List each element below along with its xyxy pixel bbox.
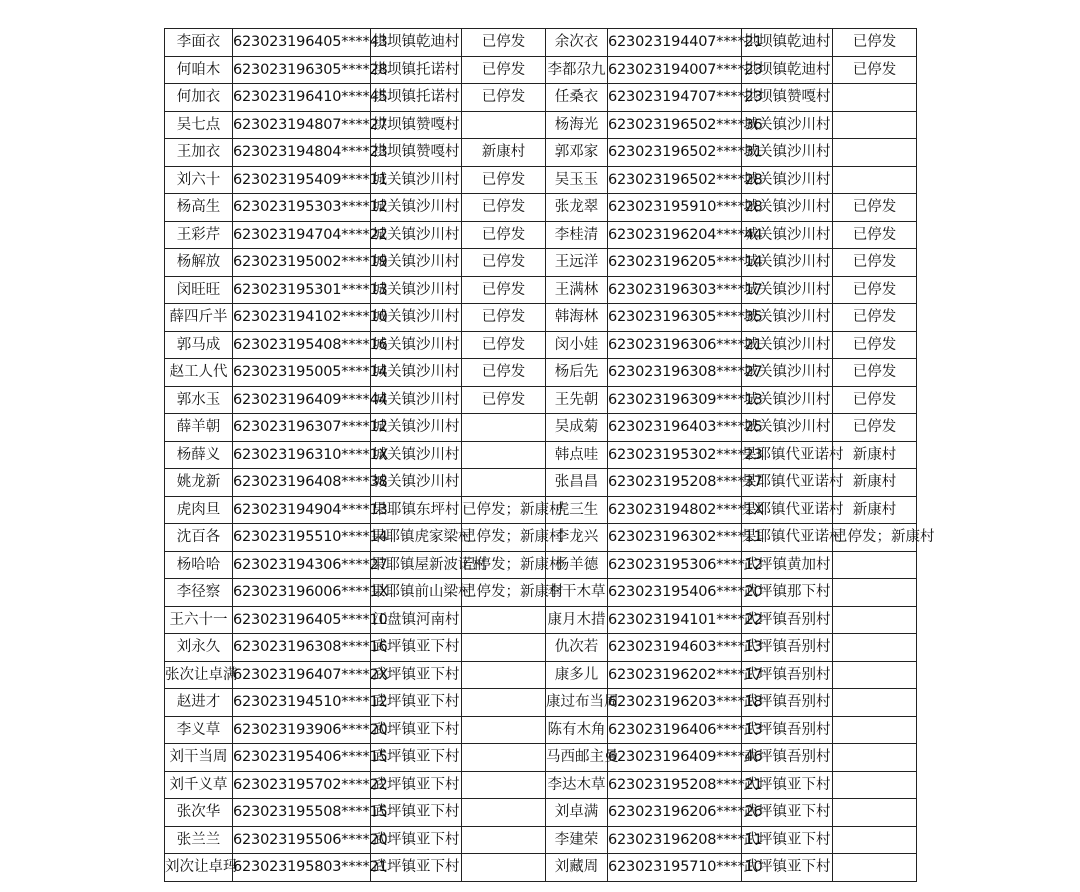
- table-row: [165, 826, 917, 854]
- id-number-cell: 623023195910****28: [608, 194, 742, 222]
- id-number-cell: 623023195803****21: [233, 854, 371, 882]
- status-cell: [462, 634, 546, 662]
- village-cell: 武坪镇吾别村: [742, 634, 833, 662]
- table-row: [165, 56, 917, 84]
- village-cell: 武坪镇亚下村: [742, 799, 833, 827]
- village-cell: 拱坝镇乾迪村: [742, 29, 833, 57]
- status-cell: [462, 661, 546, 689]
- id-number-cell: 623023196205****14: [608, 249, 742, 277]
- village-cell: 拱坝镇乾迪村: [742, 56, 833, 84]
- name-cell: 李干木草: [546, 579, 608, 607]
- village-cell: 武坪镇黄加村: [742, 551, 833, 579]
- name-cell: 杨高生: [165, 194, 233, 222]
- status-cell: [833, 139, 917, 167]
- id-number-cell: 623023196406****13: [608, 716, 742, 744]
- id-number-cell: 623023195508****15: [233, 799, 371, 827]
- name-cell: 李面衣: [165, 29, 233, 57]
- name-cell: 刘千义草: [165, 771, 233, 799]
- village-cell: 城关镇沙川村: [742, 331, 833, 359]
- village-cell: 拱坝镇赞嘎村: [371, 139, 462, 167]
- id-number-cell: 623023196410****45: [233, 84, 371, 112]
- id-number-cell: 623023195303****12: [233, 194, 371, 222]
- status-cell: [833, 854, 917, 882]
- id-number-cell: 623023195208****21: [608, 771, 742, 799]
- status-cell: [833, 634, 917, 662]
- table-row: [165, 221, 917, 249]
- village-cell: 城关镇沙川村: [742, 111, 833, 139]
- village-cell: 果耶镇虎家梁村: [371, 524, 462, 552]
- id-number-cell: 623023193906****20: [233, 716, 371, 744]
- name-cell: 赵进才: [165, 689, 233, 717]
- village-cell: 城关镇沙川村: [742, 166, 833, 194]
- id-number-cell: 623023196502****36: [608, 111, 742, 139]
- name-cell: 郭马成: [165, 331, 233, 359]
- name-cell: 李径察: [165, 579, 233, 607]
- status-cell: 已停发；新康村: [462, 551, 546, 579]
- table-row: [165, 771, 917, 799]
- name-cell: 吴玉玉: [546, 166, 608, 194]
- village-cell: 城关镇沙川村: [742, 359, 833, 387]
- status-cell: [833, 826, 917, 854]
- id-number-cell: 623023194407****21: [608, 29, 742, 57]
- village-cell: 武坪镇吾别村: [742, 744, 833, 772]
- id-number-cell: 623023196208****11: [608, 826, 742, 854]
- id-number-cell: 623023196206****26: [608, 799, 742, 827]
- status-cell: 已停发: [833, 414, 917, 442]
- id-number-cell: 623023196202****17: [608, 661, 742, 689]
- status-cell: [833, 606, 917, 634]
- status-cell: [833, 744, 917, 772]
- status-cell: 已停发: [833, 56, 917, 84]
- id-number-cell: 623023195301****13: [233, 276, 371, 304]
- id-number-cell: 623023196310****1X: [233, 441, 371, 469]
- id-number-cell: 623023195406****20: [608, 579, 742, 607]
- id-number-cell: 623023195208****37: [608, 469, 742, 497]
- id-number-cell: 623023196408****38: [233, 469, 371, 497]
- status-cell: [462, 771, 546, 799]
- name-cell: 李桂清: [546, 221, 608, 249]
- status-cell: 已停发；新康村: [833, 524, 917, 552]
- status-cell: 已停发: [462, 386, 546, 414]
- status-cell: 已停发: [833, 304, 917, 332]
- table-row: [165, 249, 917, 277]
- name-cell: 张兰兰: [165, 826, 233, 854]
- status-cell: 已停发: [462, 276, 546, 304]
- name-cell: 王满林: [546, 276, 608, 304]
- id-number-cell: 623023194101****22: [608, 606, 742, 634]
- village-cell: 武坪镇吾别村: [742, 606, 833, 634]
- table-row: [165, 579, 917, 607]
- name-cell: 杨海光: [546, 111, 608, 139]
- name-cell: 张次华: [165, 799, 233, 827]
- table-row: [165, 799, 917, 827]
- name-cell: 张次让卓满: [165, 661, 233, 689]
- village-cell: 武坪镇亚下村: [371, 744, 462, 772]
- table-body: [165, 29, 935, 882]
- village-cell: 城关镇沙川村: [371, 304, 462, 332]
- status-cell: 已停发；新康村: [462, 579, 546, 607]
- table-row: [165, 661, 917, 689]
- status-cell: [462, 606, 546, 634]
- village-cell: 城关镇沙川村: [742, 414, 833, 442]
- name-cell: 何加衣: [165, 84, 233, 112]
- village-cell: 拱坝镇乾迪村: [371, 29, 462, 57]
- beneficiary-table: [164, 28, 935, 882]
- name-cell: 赵工人代: [165, 359, 233, 387]
- id-number-cell: 623023195302****23: [608, 441, 742, 469]
- village-cell: 武坪镇亚下村: [742, 771, 833, 799]
- status-cell: 已停发: [833, 249, 917, 277]
- name-cell: 郭邓家: [546, 139, 608, 167]
- name-cell: 薛羊朝: [165, 414, 233, 442]
- id-number-cell: 623023194802****1X: [608, 496, 742, 524]
- village-cell: 城关镇沙川村: [742, 249, 833, 277]
- name-cell: 杨羊德: [546, 551, 608, 579]
- village-cell: 城关镇沙川村: [371, 386, 462, 414]
- status-cell: [833, 771, 917, 799]
- village-cell: 果耶镇代亚诺村: [742, 524, 833, 552]
- table-row: [165, 194, 917, 222]
- id-number-cell: 623023194007****23: [608, 56, 742, 84]
- village-cell: 武坪镇亚下村: [371, 634, 462, 662]
- name-cell: 康月木措: [546, 606, 608, 634]
- id-number-cell: 623023196409****44: [233, 386, 371, 414]
- name-cell: 余次衣: [546, 29, 608, 57]
- status-cell: [462, 854, 546, 882]
- name-cell: 薛四斤半: [165, 304, 233, 332]
- village-cell: 城关镇沙川村: [371, 469, 462, 497]
- name-cell: 吴成菊: [546, 414, 608, 442]
- name-cell: 韩海林: [546, 304, 608, 332]
- name-cell: 李都尕九: [546, 56, 608, 84]
- status-cell: 已停发: [462, 359, 546, 387]
- id-number-cell: 623023195002****19: [233, 249, 371, 277]
- id-number-cell: 623023196203****18: [608, 689, 742, 717]
- table-row: [165, 634, 917, 662]
- village-cell: 武坪镇亚下村: [742, 826, 833, 854]
- name-cell: 马西邮主曼: [546, 744, 608, 772]
- table-row: [165, 29, 917, 57]
- id-number-cell: 623023196407****2X: [233, 661, 371, 689]
- id-number-cell: 623023195702****22: [233, 771, 371, 799]
- name-cell: 杨薛义: [165, 441, 233, 469]
- village-cell: 果耶镇东坪村: [371, 496, 462, 524]
- table-row: [165, 441, 917, 469]
- id-number-cell: 623023194807****27: [233, 111, 371, 139]
- status-cell: [833, 166, 917, 194]
- status-cell: [462, 744, 546, 772]
- status-cell: 已停发；新康村: [462, 524, 546, 552]
- name-cell: 陈有木角: [546, 716, 608, 744]
- table-row: [165, 689, 917, 717]
- table-row: [165, 469, 917, 497]
- village-cell: 拱坝镇赞嘎村: [371, 111, 462, 139]
- status-cell: 已停发: [462, 249, 546, 277]
- name-cell: 刘次让卓玛: [165, 854, 233, 882]
- name-cell: 王六十一: [165, 606, 233, 634]
- village-cell: 城关镇沙川村: [371, 249, 462, 277]
- village-cell: 城关镇沙川村: [742, 276, 833, 304]
- status-cell: 已停发: [462, 194, 546, 222]
- village-cell: 武坪镇亚下村: [371, 771, 462, 799]
- name-cell: 刘干当周: [165, 744, 233, 772]
- table-row: [165, 304, 917, 332]
- name-cell: 李义草: [165, 716, 233, 744]
- id-number-cell: 623023194306****27: [233, 551, 371, 579]
- id-number-cell: 623023196006****1X: [233, 579, 371, 607]
- name-cell: 李建荣: [546, 826, 608, 854]
- name-cell: 李龙兴: [546, 524, 608, 552]
- table-row: [165, 744, 917, 772]
- table-row: [165, 414, 917, 442]
- village-cell: 武坪镇吾别村: [742, 661, 833, 689]
- id-number-cell: 623023196305****35: [608, 304, 742, 332]
- name-cell: 刘藏周: [546, 854, 608, 882]
- name-cell: 康过布当周: [546, 689, 608, 717]
- id-number-cell: 623023196308****27: [608, 359, 742, 387]
- name-cell: 何咱木: [165, 56, 233, 84]
- status-cell: 已停发: [833, 194, 917, 222]
- name-cell: 王远洋: [546, 249, 608, 277]
- table-row: [165, 716, 917, 744]
- village-cell: 武坪镇亚下村: [742, 854, 833, 882]
- village-cell: 江盘镇河南村: [371, 606, 462, 634]
- id-number-cell: 623023194804****23: [233, 139, 371, 167]
- status-cell: [833, 551, 917, 579]
- name-cell: 王彩芹: [165, 221, 233, 249]
- table-row: [165, 84, 917, 112]
- village-cell: 武坪镇亚下村: [371, 689, 462, 717]
- status-cell: 已停发: [462, 331, 546, 359]
- id-number-cell: 623023195409****11: [233, 166, 371, 194]
- id-number-cell: 623023196204****44: [608, 221, 742, 249]
- status-cell: [462, 689, 546, 717]
- id-number-cell: 623023196308****16: [233, 634, 371, 662]
- id-number-cell: 623023196305****28: [233, 56, 371, 84]
- village-cell: 城关镇沙川村: [742, 194, 833, 222]
- id-number-cell: 623023196405****43: [233, 29, 371, 57]
- status-cell: [462, 799, 546, 827]
- name-cell: 姚龙新: [165, 469, 233, 497]
- table-row: [165, 166, 917, 194]
- name-cell: 沈百各: [165, 524, 233, 552]
- name-cell: 虎肉旦: [165, 496, 233, 524]
- status-cell: 已停发: [462, 56, 546, 84]
- status-cell: [833, 799, 917, 827]
- status-cell: 新康村: [833, 441, 917, 469]
- id-number-cell: 623023195406****15: [233, 744, 371, 772]
- table-row: [165, 111, 917, 139]
- village-cell: 武坪镇亚下村: [371, 799, 462, 827]
- table-row: [165, 524, 917, 552]
- id-number-cell: 623023196307****12: [233, 414, 371, 442]
- village-cell: 城关镇沙川村: [742, 386, 833, 414]
- name-cell: 康多儿: [546, 661, 608, 689]
- village-cell: 武坪镇亚下村: [371, 854, 462, 882]
- status-cell: [462, 414, 546, 442]
- id-number-cell: 623023195005****14: [233, 359, 371, 387]
- table-row: [165, 331, 917, 359]
- status-cell: [462, 826, 546, 854]
- table-row: [165, 551, 917, 579]
- table-row: [165, 359, 917, 387]
- name-cell: 王先朝: [546, 386, 608, 414]
- village-cell: 城关镇沙川村: [742, 304, 833, 332]
- name-cell: 刘六十: [165, 166, 233, 194]
- status-cell: [833, 111, 917, 139]
- id-number-cell: 623023196405****10: [233, 606, 371, 634]
- id-number-cell: 623023195506****20: [233, 826, 371, 854]
- village-cell: 城关镇沙川村: [371, 194, 462, 222]
- name-cell: 郭水玉: [165, 386, 233, 414]
- village-cell: 果耶镇代亚诺村: [742, 441, 833, 469]
- id-number-cell: 623023196302****11: [608, 524, 742, 552]
- name-cell: 任桑衣: [546, 84, 608, 112]
- village-cell: 拱坝镇托诺村: [371, 84, 462, 112]
- village-cell: 武坪镇吾别村: [742, 689, 833, 717]
- village-cell: 武坪镇亚下村: [371, 826, 462, 854]
- village-cell: 城关镇沙川村: [371, 441, 462, 469]
- table-row: [165, 496, 917, 524]
- name-cell: 张昌昌: [546, 469, 608, 497]
- village-cell: 武坪镇吾别村: [742, 716, 833, 744]
- status-cell: 已停发: [462, 166, 546, 194]
- id-number-cell: 623023196502****31: [608, 139, 742, 167]
- status-cell: [833, 579, 917, 607]
- status-cell: 已停发: [833, 221, 917, 249]
- name-cell: 刘卓满: [546, 799, 608, 827]
- status-cell: [462, 716, 546, 744]
- village-cell: 果耶镇屋新波诺村: [371, 551, 462, 579]
- id-number-cell: 623023196409****46: [608, 744, 742, 772]
- village-cell: 拱坝镇托诺村: [371, 56, 462, 84]
- village-cell: 城关镇沙川村: [371, 331, 462, 359]
- table-row: [165, 606, 917, 634]
- name-cell: 闵小娃: [546, 331, 608, 359]
- village-cell: 果耶镇代亚诺村: [742, 469, 833, 497]
- village-cell: 果耶镇代亚诺村: [742, 496, 833, 524]
- status-cell: 已停发: [833, 331, 917, 359]
- village-cell: 武坪镇亚下村: [371, 716, 462, 744]
- name-cell: 杨解放: [165, 249, 233, 277]
- village-cell: 城关镇沙川村: [371, 414, 462, 442]
- status-cell: [462, 441, 546, 469]
- status-cell: 已停发: [462, 29, 546, 57]
- id-number-cell: 623023196502****28: [608, 166, 742, 194]
- status-cell: [462, 111, 546, 139]
- village-cell: 果耶镇前山梁村: [371, 579, 462, 607]
- village-cell: 武坪镇亚下村: [371, 661, 462, 689]
- village-cell: 城关镇沙川村: [371, 276, 462, 304]
- status-cell: 新康村: [833, 496, 917, 524]
- status-cell: [833, 661, 917, 689]
- name-cell: 吴七点: [165, 111, 233, 139]
- id-number-cell: 623023194904****13: [233, 496, 371, 524]
- status-cell: 已停发: [833, 29, 917, 57]
- village-cell: 拱坝镇赞嘎村: [742, 84, 833, 112]
- status-cell: 已停发: [833, 359, 917, 387]
- village-cell: 城关镇沙川村: [742, 221, 833, 249]
- status-cell: 已停发: [462, 304, 546, 332]
- name-cell: 虎三生: [546, 496, 608, 524]
- name-cell: 刘永久: [165, 634, 233, 662]
- status-cell: 新康村: [833, 469, 917, 497]
- name-cell: 李达木草: [546, 771, 608, 799]
- status-cell: 新康村: [462, 139, 546, 167]
- table-row: [165, 139, 917, 167]
- id-number-cell: 623023196309****13: [608, 386, 742, 414]
- id-number-cell: 623023196303****17: [608, 276, 742, 304]
- id-number-cell: 623023196306****21: [608, 331, 742, 359]
- status-cell: 已停发；新康村: [462, 496, 546, 524]
- id-number-cell: 623023196403****25: [608, 414, 742, 442]
- status-cell: [833, 716, 917, 744]
- status-cell: [833, 689, 917, 717]
- name-cell: 韩点哇: [546, 441, 608, 469]
- village-cell: 武坪镇那下村: [742, 579, 833, 607]
- village-cell: 城关镇沙川村: [371, 166, 462, 194]
- name-cell: 杨后先: [546, 359, 608, 387]
- name-cell: 杨哈哈: [165, 551, 233, 579]
- id-number-cell: 623023195408****16: [233, 331, 371, 359]
- village-cell: 城关镇沙川村: [742, 139, 833, 167]
- village-cell: 城关镇沙川村: [371, 221, 462, 249]
- name-cell: 闵旺旺: [165, 276, 233, 304]
- name-cell: 仇次若: [546, 634, 608, 662]
- status-cell: 已停发: [833, 386, 917, 414]
- status-cell: 已停发: [833, 276, 917, 304]
- status-cell: 已停发: [462, 221, 546, 249]
- id-number-cell: 623023194102****10: [233, 304, 371, 332]
- name-cell: 张龙翠: [546, 194, 608, 222]
- village-cell: 城关镇沙川村: [371, 359, 462, 387]
- id-number-cell: 623023194603****13: [608, 634, 742, 662]
- status-cell: 已停发: [462, 84, 546, 112]
- table-row: [165, 276, 917, 304]
- id-number-cell: 623023195510****14: [233, 524, 371, 552]
- id-number-cell: 623023195306****12: [608, 551, 742, 579]
- id-number-cell: 623023194704****22: [233, 221, 371, 249]
- status-cell: [833, 84, 917, 112]
- id-number-cell: 623023194707****23: [608, 84, 742, 112]
- table-row: [165, 854, 917, 882]
- table-row: [165, 386, 917, 414]
- status-cell: [462, 469, 546, 497]
- name-cell: 王加衣: [165, 139, 233, 167]
- id-number-cell: 623023195710****10: [608, 854, 742, 882]
- id-number-cell: 623023194510****12: [233, 689, 371, 717]
